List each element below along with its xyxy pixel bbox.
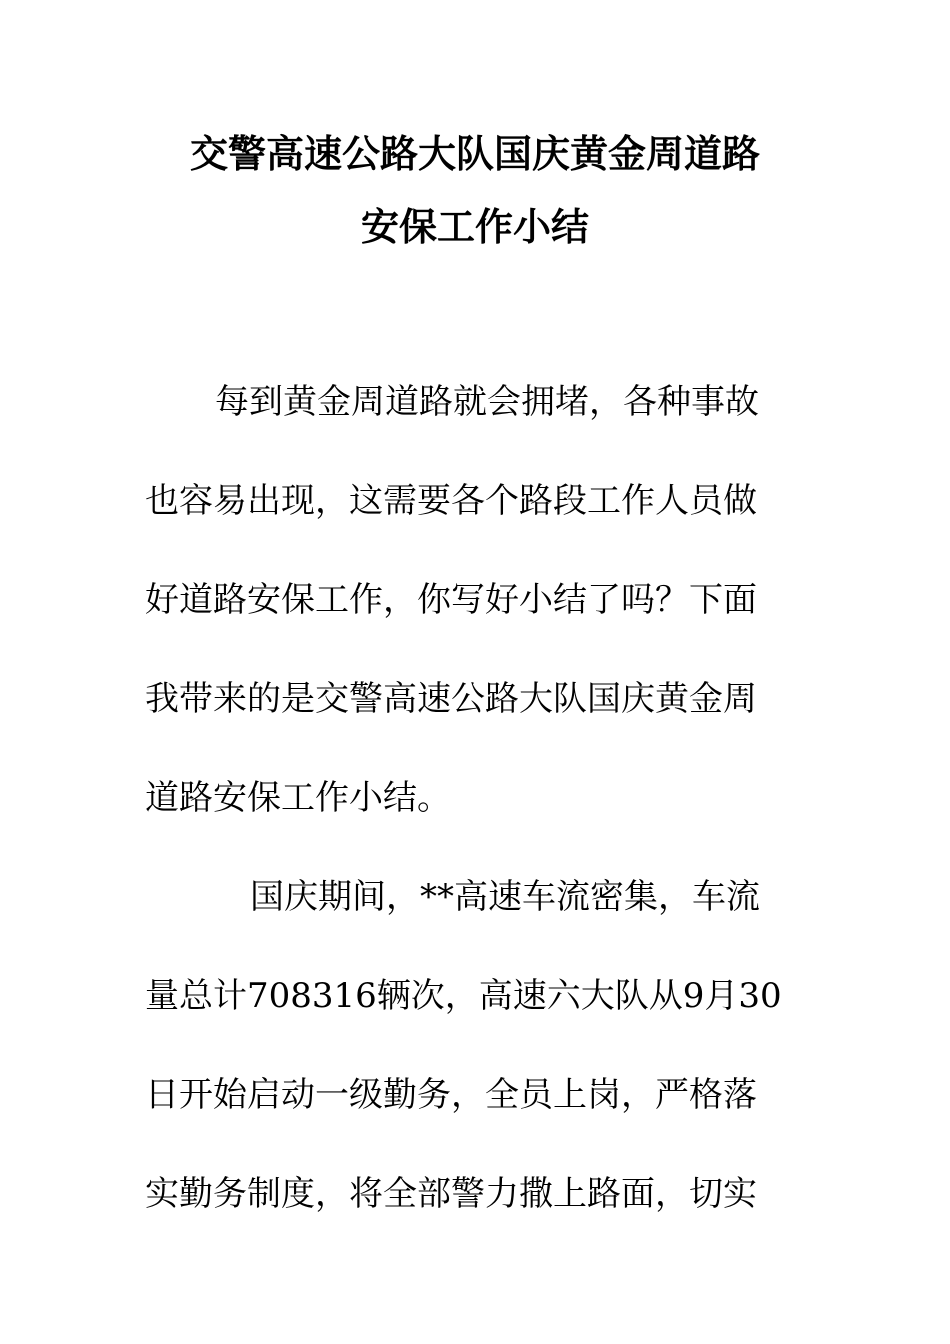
- body-text-line: 也容易出现，这需要各个路段工作人员做: [145, 481, 757, 521]
- document-title-line-1: 交警高速公路大队国庆黄金周道路: [189, 131, 760, 176]
- document-title-line-2: 安保工作小结: [360, 204, 589, 249]
- body-text-line: 每到黄金周道路就会拥堵，各种事故: [215, 382, 759, 422]
- body-text-line: 国庆期间，**高速车流密集，车流: [250, 877, 760, 917]
- body-text-line: 我带来的是交警高速公路大队国庆黄金周: [145, 679, 757, 719]
- body-text-line: 实勤务制度，将全部警力撒上路面，切实: [145, 1174, 757, 1214]
- body-text-line: 道路安保工作小结。: [145, 778, 451, 818]
- body-text-line: 量总计708316辆次，高速六大队从9月30: [145, 976, 782, 1016]
- body-text-line: 好道路安保工作，你写好小结了吗？下面: [145, 580, 757, 620]
- body-text-line: 日开始启动一级勤务，全员上岗，严格落: [145, 1075, 757, 1115]
